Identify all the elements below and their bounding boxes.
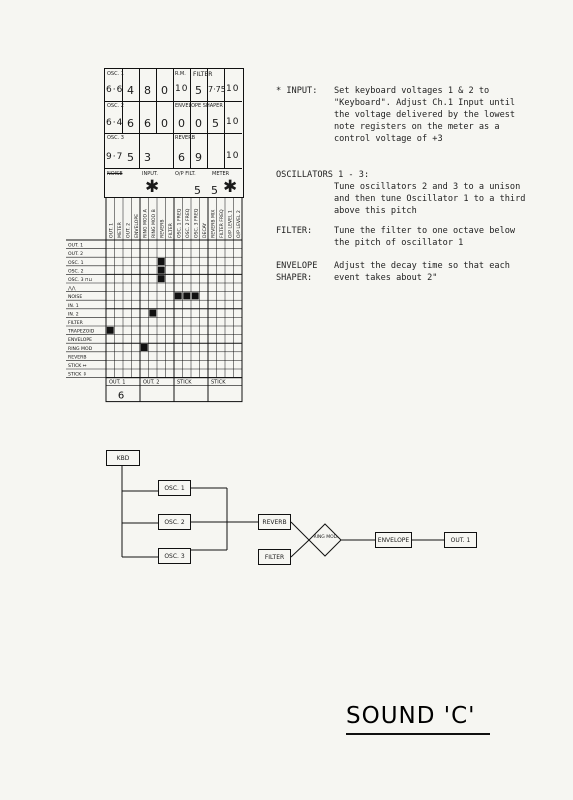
matrix-column-label: O/P LEVEL 1 [228, 210, 234, 238]
osc1-label: OSC. 1 [107, 71, 124, 77]
envelope-value: 10 [226, 117, 240, 127]
envelope-value: 0 [195, 117, 203, 130]
ring-mod-diamond [309, 524, 341, 556]
osc3-value: 9·7 [106, 152, 124, 162]
matrix-row-label: OSC. 3 ⊓⊔ [68, 278, 93, 283]
matrix-row-label: IN. 2 [68, 312, 79, 318]
note-key: FILTER: [276, 226, 313, 236]
filter-value: 7·75 [208, 85, 226, 94]
matrix-row-label: OSC. 1 [68, 260, 84, 266]
output-filter-value: 5 [211, 184, 219, 197]
osc2-value: 0 [161, 117, 169, 130]
connector-line [291, 540, 309, 557]
envelope-shaper-label: ENVELOPE SHAPER [175, 103, 223, 109]
matrix-column-label: DECAY [202, 222, 208, 238]
reverb-box: REVERB [258, 514, 291, 530]
filter-value: 5 [195, 84, 203, 97]
reverb-extra-value: 10 [226, 151, 240, 161]
note-text: Adjust the decay time so that each event takes about 2" [334, 261, 516, 283]
input-asterisk: ✱ [145, 177, 161, 197]
matrix-column-label: REVERB MIX [211, 209, 217, 238]
matrix-row-label: OUT. 1 [68, 243, 84, 249]
osc2-value: 6 [127, 117, 135, 130]
note-text: Tune the filter to one octave below the pitch of oscillator 1 [334, 226, 521, 248]
matrix-column-label: OSC. 1 FREQ [177, 208, 183, 238]
filter-label: FILTER [193, 71, 213, 78]
osc1-value: 0 [161, 84, 169, 97]
osc3-value: 5 [127, 151, 135, 164]
envelope-value: 0 [178, 117, 186, 130]
matrix-column-label: OSC. 2 FREQ [185, 208, 191, 238]
matrix-column-label: REVERB [160, 219, 166, 238]
noise-label: NOISE [107, 171, 123, 177]
matrix-column-label: OUT. 1 [109, 222, 115, 238]
matrix-column-label: FILTER FREQ [219, 209, 225, 238]
meter-label: METER [212, 171, 230, 177]
ring-mod-label: R.M. [175, 71, 186, 77]
footer-out1-label: OUT. 1 [109, 379, 126, 386]
filter-value: 10 [226, 84, 240, 94]
matrix-row-label: RING MOD [68, 346, 93, 352]
envelope-box: ENVELOPE [375, 532, 412, 548]
matrix-row-label: STICK ⇔ [68, 364, 87, 369]
ring-mod-label: RING MOD. [313, 535, 339, 540]
note-key: ENVELOPE SHAPER: [276, 261, 318, 283]
matrix-row-label: ⋀⋀ [68, 286, 76, 292]
matrix-column-label: ENVELOPE [134, 213, 140, 238]
matrix-column-label: FILTER [168, 223, 174, 238]
osc1-value: 4 [127, 84, 135, 97]
matrix-row-label: IN. 1 [68, 303, 79, 309]
matrix-row-label: TRAPEZOID [68, 329, 95, 335]
out1-box: OUT. 1 [444, 532, 477, 548]
matrix-column-label: METER [117, 222, 123, 238]
filter-box: FILTER [258, 549, 291, 565]
note-key: OSCILLATORS 1 - 3: [276, 170, 370, 180]
matrix-row-label: OUT. 2 [68, 252, 84, 258]
matrix-row-label: ENVELOPE [68, 338, 93, 344]
note-text: Set keyboard voltages 1 & 2 to "Keyboard". Adjust Ch.1 Input until the voltage delivered by the lowest note registers on the meter as a control voltage of +3 [334, 86, 521, 144]
matrix-row-label: FILTER [68, 321, 83, 326]
matrix-column-label: O/P LEVEL 2 [236, 210, 242, 238]
output-filter-value: 5 [194, 184, 202, 197]
matrix-column-label: OUT. 2 [126, 222, 132, 238]
footer-out1-value: 6 [117, 390, 125, 402]
osc1-value: 8 [144, 84, 152, 97]
footer-stick2-label: STICK [211, 379, 226, 386]
osc1-value: 6·6 [106, 85, 124, 95]
note-text: Tune oscillators 2 and 3 to a unison and then tune Oscillator 1 to a third above this pitch [334, 182, 531, 216]
ring-mod-value: 10 [175, 84, 189, 94]
reverb-value: 6 [178, 151, 186, 164]
output-filter-label: O/P FILT. [175, 171, 196, 177]
reverb-label: REVERB [175, 135, 196, 141]
kbd-box: KBD [106, 450, 140, 466]
matrix-row-label: NOISE [68, 295, 83, 301]
matrix-row-label: STICK ⇕ [68, 372, 87, 378]
note-key: * INPUT: [276, 86, 318, 96]
sound-title: SOUND 'C' [346, 703, 476, 729]
osc3-label: OSC. 3 [107, 135, 124, 141]
matrix-row-label: OSC. 2 [68, 269, 84, 275]
osc2-box: OSC. 2 [158, 514, 191, 530]
footer-out2-label: OUT. 2 [143, 379, 160, 386]
matrix-column-label: RING MOD B [151, 209, 157, 238]
matrix-column-label: OSC. 3 FREQ [194, 208, 200, 238]
connector-line [291, 522, 309, 540]
input-label: INPUT. [142, 171, 158, 177]
matrix-column-label: RING MOD A [143, 209, 149, 238]
envelope-value: 5 [212, 117, 220, 130]
meter-asterisk: ✱ [223, 177, 239, 197]
osc2-label: OSC. 2 [107, 103, 124, 109]
matrix-row-label: REVERB [68, 355, 87, 361]
osc3-value: 3 [144, 151, 152, 164]
osc2-value: 6 [144, 117, 152, 130]
title-underline [346, 733, 490, 735]
footer-stick1-label: STICK [177, 379, 192, 386]
osc2-value: 6·4 [106, 118, 124, 128]
osc3-box: OSC. 3 [158, 548, 191, 564]
reverb-value: 9 [195, 151, 203, 164]
osc1-box: OSC. 1 [158, 480, 191, 496]
